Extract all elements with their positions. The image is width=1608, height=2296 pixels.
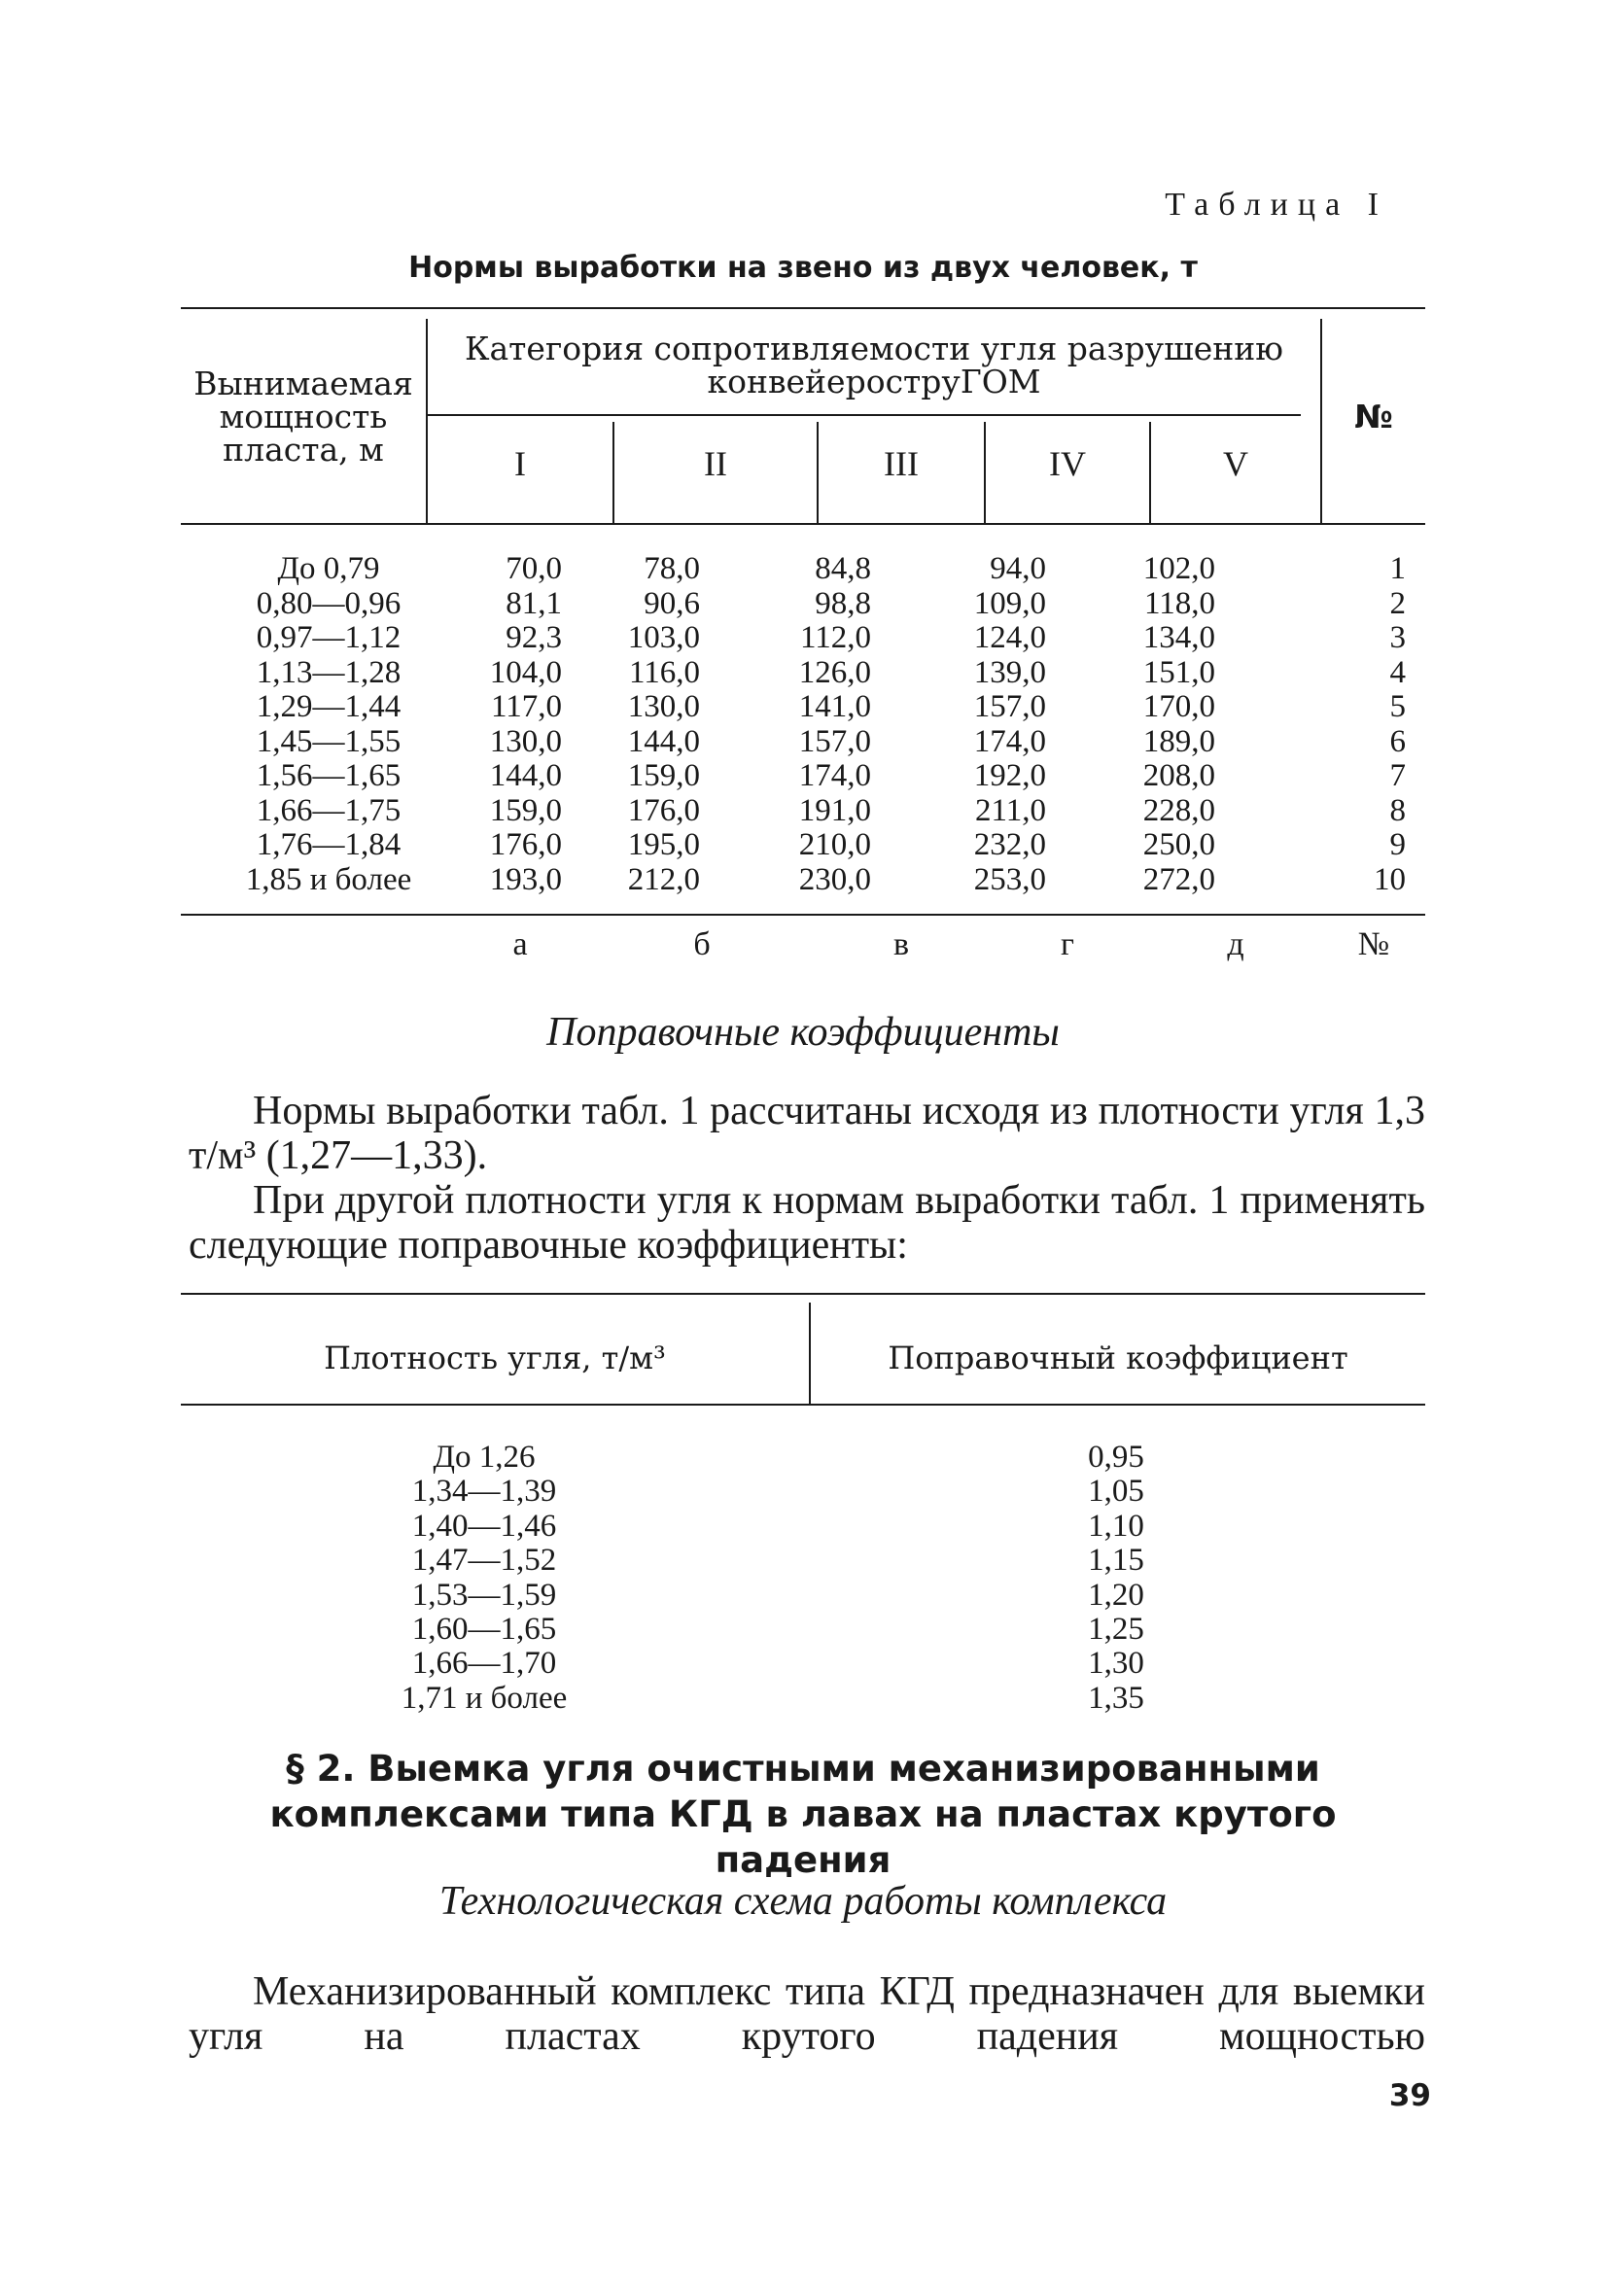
table-cell: 151,0 [1142, 654, 1215, 690]
table-title: Нормы выработки на звено из двух человек, т [408, 251, 1198, 285]
table-cell: 0,95 [1088, 1440, 1144, 1475]
number-header: № [1354, 398, 1393, 435]
table-cell: 230,0 [798, 861, 871, 897]
table-cell: 1,45—1,55 [256, 723, 402, 759]
table-cell: 1,35 [1088, 1680, 1144, 1716]
table-cell: 174,0 [798, 758, 871, 793]
table-cell: 98,8 [815, 585, 871, 621]
table-cell: 104,0 [489, 654, 562, 690]
table-cell: 159,0 [627, 758, 700, 793]
table-cell: 84,8 [815, 551, 871, 586]
row-number-column [1347, 552, 1406, 897]
table-cell: 78,0 [644, 551, 700, 586]
section-2-heading: § 2. Выемка угля очистными механизированными комплексами типа КГД в лавах на пластах крутого падения [269, 1748, 1337, 1881]
coefficient-header: Поправочный коэффициент [888, 1339, 1348, 1376]
table-cell: 1,34—1,39 [411, 1474, 557, 1510]
category-5-column [1101, 552, 1215, 897]
table-cell: 139,0 [973, 654, 1046, 690]
table-cell: 1,71 и более [401, 1680, 568, 1716]
table-cell: 0,80—0,96 [256, 585, 402, 621]
table-cell: 1,05 [1088, 1474, 1144, 1510]
table-cell: 176,0 [627, 792, 700, 828]
table-cell: 102,0 [1142, 551, 1215, 586]
table-cell: 1,13—1,28 [256, 654, 402, 690]
table-cell: 1,56—1,65 [256, 758, 402, 793]
table-cell: 70,0 [506, 551, 562, 586]
table-cell: 126,0 [798, 654, 871, 690]
footer-letter-a: а [512, 926, 528, 962]
table-cell: 1,25 [1088, 1612, 1144, 1648]
correction-coefficient-table [181, 1293, 1425, 1730]
table-cell: 103,0 [627, 620, 700, 655]
table-cell: 1,76—1,84 [256, 827, 402, 862]
table-cell: 1,20 [1088, 1577, 1144, 1613]
table-cell: 109,0 [973, 585, 1046, 621]
correction-paragraph-2: При другой плотности угля к нормам выработки табл. 1 применять следующие поправочные коэффициенты: [189, 1178, 1425, 1268]
table-cell: 92,3 [506, 620, 562, 655]
table-cell: 8 [1389, 792, 1406, 828]
footer-letter-d: д [1227, 926, 1244, 962]
table-cell: 192,0 [973, 758, 1046, 793]
table-cell: 1,10 [1088, 1508, 1144, 1544]
table-cell: 1,29—1,44 [256, 689, 402, 724]
correction-heading: Поправочные коэффициенты [546, 1010, 1060, 1055]
table-cell: 228,0 [1142, 792, 1215, 828]
table-cell: 144,0 [627, 723, 700, 759]
thickness-column [222, 552, 436, 897]
category-header-2: II [704, 444, 727, 483]
table-cell: 10 [1374, 861, 1406, 897]
table-cell: 90,6 [644, 585, 700, 621]
table-bottom-rule [181, 914, 1425, 916]
table-cell: 130,0 [489, 723, 562, 759]
footer-letter-v: в [892, 926, 910, 962]
header-bottom-rule [181, 523, 1425, 525]
category-header-1: I [514, 444, 526, 483]
table-cell: 212,0 [627, 861, 700, 897]
table-cell: 117,0 [490, 689, 562, 724]
table-cell: 141,0 [798, 689, 871, 724]
table-cell: 210,0 [798, 827, 871, 862]
table-cell: 7 [1389, 758, 1406, 793]
table-cell: 9 [1389, 827, 1406, 862]
category-header-4: IV [1049, 444, 1086, 483]
thickness-header: Вынимаемая мощность пласта, м [193, 365, 413, 469]
category-4-column [929, 552, 1046, 897]
category-group-header: Категория сопротивляемости угля разрушению конвейероструГОМ [464, 330, 1284, 400]
table-cell: 130,0 [627, 689, 700, 724]
table-label: Таблица I [1165, 187, 1388, 223]
table-cell: 1,85 и более [245, 861, 412, 897]
table-cell: 5 [1389, 689, 1406, 724]
table-cell: 2 [1389, 585, 1406, 621]
table-cell: 6 [1389, 723, 1406, 759]
table-cell: 1 [1389, 551, 1406, 586]
table-cell: 232,0 [973, 827, 1046, 862]
footer-number-sign: № [1357, 926, 1390, 962]
header-bottom-rule [181, 1404, 1425, 1406]
table-cell: 134,0 [1142, 620, 1215, 655]
table-cell: 1,40—1,46 [411, 1508, 557, 1544]
table-cell: 81,1 [506, 585, 562, 621]
table-cell: До 1,26 [433, 1440, 536, 1475]
table-cell: 118,0 [1143, 585, 1215, 621]
table-cell: 1,53—1,59 [411, 1577, 557, 1613]
page-number: 39 [1388, 2078, 1431, 2113]
category-header-5: V [1223, 444, 1248, 483]
table-cell: 211,0 [974, 792, 1046, 828]
table-cell: До 0,79 [277, 551, 380, 586]
table-cell: 124,0 [973, 620, 1046, 655]
table-cell: 94,0 [990, 551, 1046, 586]
table-cell: 159,0 [489, 792, 562, 828]
table-cell: 272,0 [1142, 861, 1215, 897]
section-2-subheading: Технологическая схема работы комплекса [438, 1879, 1168, 1924]
category-1-column [424, 552, 562, 897]
table-cell: 1,15 [1088, 1543, 1144, 1579]
table-cell: 157,0 [973, 689, 1046, 724]
table-top-rule [181, 1293, 1425, 1295]
table-cell: 250,0 [1142, 827, 1215, 862]
table-cell: 3 [1389, 620, 1406, 655]
table-cell: 116,0 [628, 654, 700, 690]
table-cell: 144,0 [489, 758, 562, 793]
footer-letter-g: г [1061, 926, 1074, 962]
production-norms-table [181, 307, 1425, 962]
table-cell: 0,97—1,12 [256, 620, 402, 655]
density-header: Плотность угля, т/м³ [324, 1339, 666, 1376]
table-cell: 208,0 [1142, 758, 1215, 793]
table-cell: 1,66—1,75 [256, 792, 402, 828]
correction-paragraph-1: Нормы выработки табл. 1 рассчитаны исходя из плотности угля 1,3 т/м³ (1,27—1,33). [189, 1089, 1425, 1178]
table-cell: 112,0 [799, 620, 871, 655]
table-cell: 1,60—1,65 [411, 1612, 557, 1648]
table-cell: 4 [1389, 654, 1406, 690]
footer-letter-b: б [693, 926, 711, 962]
table-cell: 191,0 [798, 792, 871, 828]
table-cell: 195,0 [627, 827, 700, 862]
category-header-3: III [884, 444, 919, 483]
section-2-paragraph: Механизированный комплекс типа КГД предназначен для выемки угля на пластах крутого падения мощностью [189, 1969, 1425, 2059]
table-cell: 174,0 [973, 723, 1046, 759]
table-top-rule [181, 307, 1425, 309]
table-cell: 253,0 [973, 861, 1046, 897]
table-cell: 176,0 [489, 827, 562, 862]
coefficient-column [1067, 1441, 1165, 1716]
table-cell: 1,66—1,70 [411, 1646, 557, 1682]
table-cell: 1,30 [1088, 1646, 1144, 1682]
table-cell: 170,0 [1142, 689, 1215, 724]
category-2-column [589, 552, 700, 897]
density-column [367, 1441, 601, 1716]
table-cell: 193,0 [489, 861, 562, 897]
table-cell: 1,47—1,52 [411, 1543, 557, 1579]
category-3-column [764, 552, 871, 897]
table-cell: 157,0 [798, 723, 871, 759]
subheader-rule [426, 414, 1301, 416]
table-cell: 189,0 [1142, 723, 1215, 759]
